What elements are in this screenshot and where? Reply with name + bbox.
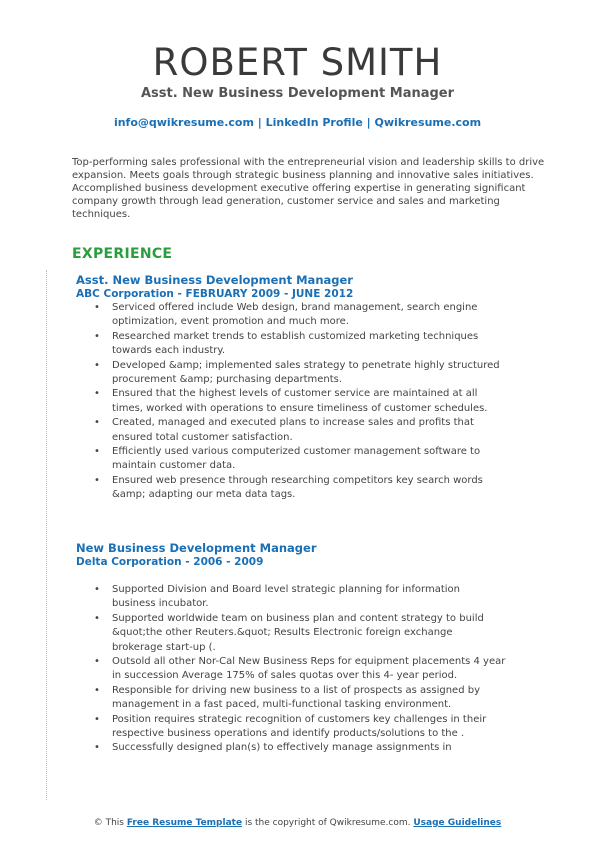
job-title: Asst. New Business Development Manager bbox=[76, 273, 353, 287]
free-resume-template-link[interactable]: Free Resume Template bbox=[126, 818, 243, 828]
list-item: • Ensured web presence through researching competitors key search words &amp; adapting our meta data tags. bbox=[94, 474, 483, 501]
list-item: • Researched market trends to establish customized marketing techniques towards each industry. bbox=[94, 330, 479, 357]
job-bullet-list bbox=[76, 583, 506, 756]
page-footer bbox=[0, 818, 595, 828]
bullet-icon: • bbox=[94, 474, 100, 486]
job-company-dates: ABC Corporation - FEBRUARY 2009 - JUNE 2012 bbox=[76, 288, 354, 300]
list-item: • Responsible for driving new business to a list of prospects as assigned by management in a fast paced, multi-functional tasking environment. bbox=[94, 684, 481, 711]
bullet-icon: • bbox=[94, 330, 100, 342]
candidate-title: Asst. New Business Development Manager bbox=[140, 86, 455, 101]
bullet-icon: • bbox=[94, 446, 100, 458]
list-item: • Supported Division and Board level strategic planning for information business incubator. bbox=[94, 584, 460, 610]
list-item: • Position requires strategic recognition of customers key challenges in their respective business operations and identify products/solutions to the . bbox=[94, 713, 487, 740]
footer-prefix: © This bbox=[93, 818, 124, 828]
contact-separator: | bbox=[257, 116, 262, 129]
bullet-icon: • bbox=[94, 388, 100, 400]
job-title: New Business Development Manager bbox=[76, 541, 317, 555]
website-link[interactable]: Qwikresume.com bbox=[374, 116, 482, 129]
experience-heading: EXPERIENCE bbox=[72, 246, 173, 262]
linkedin-link[interactable]: LinkedIn Profile bbox=[265, 116, 363, 129]
timeline-divider bbox=[46, 270, 47, 800]
list-item: • Supported worldwide team on business plan and content strategy to build &quot;the other Reuters.&quot; Results Electronic foreign exchange brokerage start-up (. bbox=[94, 612, 484, 653]
list-item: • Outsold all other Nor-Cal New Business Reps for equipment placements 4 year in succession Average 175% of sales quotas over this 4- year period. bbox=[94, 656, 506, 682]
contact-line bbox=[0, 116, 595, 129]
bullet-icon: • bbox=[94, 742, 100, 754]
job-entry bbox=[76, 273, 506, 503]
job-company-dates: Delta Corporation - 2006 - 2009 bbox=[76, 556, 264, 568]
job-bullet-list bbox=[76, 301, 506, 503]
list-item: • Serviced offered include Web design, brand management, search engine optimization, event promotion and much more. bbox=[94, 302, 478, 328]
email-link[interactable]: info@qwikresume.com bbox=[113, 116, 254, 129]
list-item: • Ensured that the highest levels of customer service are maintained at all times, worked with operations to ensure timeliness of customer schedules. bbox=[94, 388, 488, 414]
bullet-icon: • bbox=[94, 713, 100, 725]
contact-separator: | bbox=[366, 116, 371, 129]
footer-copyright-text: is the copyright of Qwikresume.com. bbox=[244, 818, 411, 828]
bullet-icon: • bbox=[94, 417, 100, 429]
job-entry bbox=[76, 541, 506, 756]
list-item: • Successfully designed plan(s) to effectively manage assignments in bbox=[76, 741, 506, 755]
bullet-icon: • bbox=[94, 612, 100, 624]
bullet-icon: • bbox=[94, 684, 100, 696]
bullet-icon: • bbox=[94, 656, 100, 668]
list-item: • Created, managed and executed plans to increase sales and profits that ensured total customer satisfaction. bbox=[94, 417, 474, 443]
bullet-icon: • bbox=[94, 359, 100, 371]
professional-summary: Top-performing sales professional with the entrepreneurial vision and leadership skills to drive expansion. Meets goals through strategic business planning and innovative sales initiatives. Accomplished business development executive offering expertise in generating significant company growth through lead generation, customer service and sales and marketing techniques. bbox=[72, 157, 545, 220]
candidate-name: ROBERT SMITH bbox=[152, 41, 443, 84]
bullet-icon: • bbox=[94, 584, 100, 595]
list-item: • Efficiently used various computerized customer management software to maintain customer data. bbox=[94, 446, 481, 472]
usage-guidelines-link[interactable]: Usage Guidelines bbox=[413, 818, 502, 828]
bullet-icon: • bbox=[94, 302, 100, 313]
list-item: • Developed &amp; implemented sales strategy to penetrate highly structured procurement &amp; purchasing departments. bbox=[94, 359, 500, 386]
